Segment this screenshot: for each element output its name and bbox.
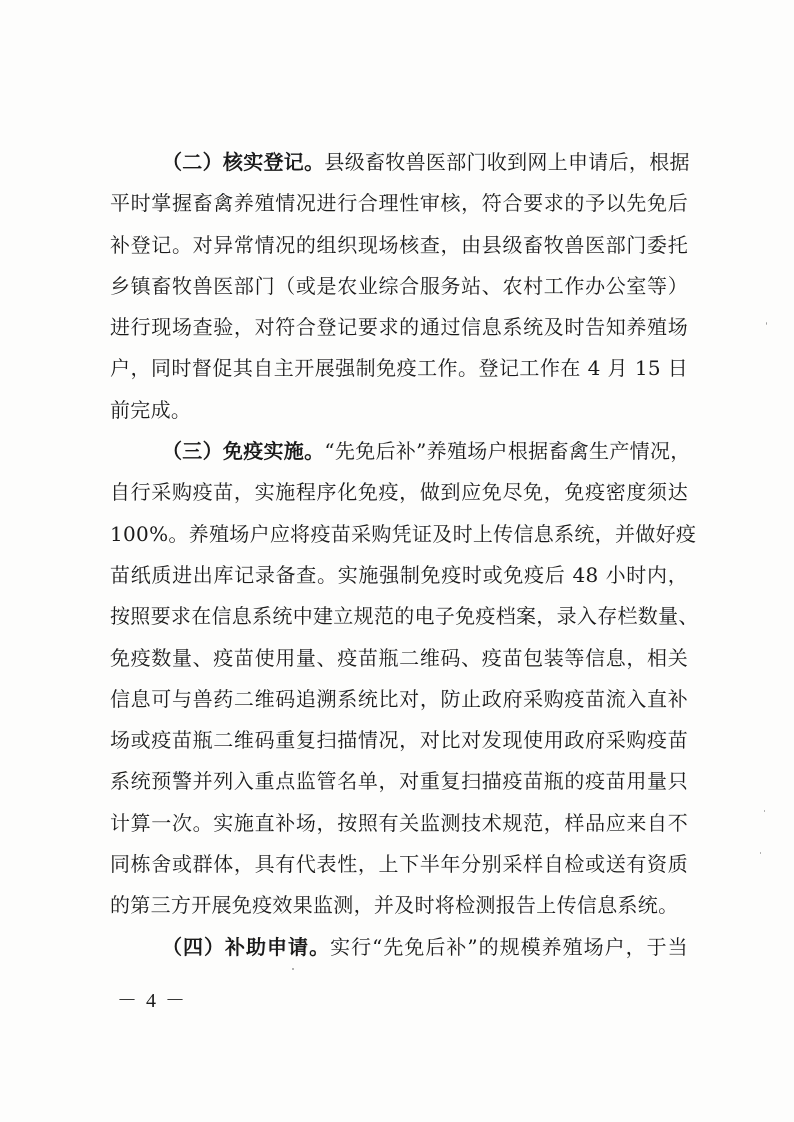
paragraph-3-line-1 [110,431,691,472]
paragraph-2-line-1 [110,142,688,183]
scan-speck [766,322,767,325]
section-heading-3: （三）免疫实施。 [162,439,325,464]
paragraph-3-line-2: 自行采购疫苗，实施程序化免疫，做到应免尽免，免疫密度须达 [110,480,688,505]
scan-speck [292,968,294,970]
paragraph-2-line-3: 补登记。对异常情况的组织现场核查，由县级畜牧兽医部门委托 [110,232,688,257]
paragraph-2-line-5: 进行现场查验，对符合登记要求的通过信息系统及时告知养殖场 [110,315,688,340]
section-heading-4: （四）补助申请。 [162,934,331,959]
paragraph-3-line-10: 计算一次。实施直补场，按照有关监测技术规范，样品应来自不 [110,810,688,835]
page-number: － 4 － [117,990,187,1012]
paragraph-3-line-8: 场或疫苗瓶二维码重复扫描情况，对比对发现使用政府采购疫苗 [110,728,688,753]
paragraph-2-line-7: 前完成。 [110,397,192,422]
document-body [110,142,699,968]
scan-speck [760,852,761,854]
paragraph-3-line-3: 100%。养殖场户应将疫苗采购凭证及时上传信息系统，并做好疫 [110,521,697,546]
paragraph-3-line-5: 按照要求在信息系统中建立规范的电子免疫档案，录入存栏数量、 [110,604,699,629]
scan-speck [764,810,765,812]
paragraph-3-line-6: 免疫数量、疫苗使用量、疫苗瓶二维码、疫苗包装等信息，相关 [110,645,688,670]
paragraph-2-line-6: 户，同时督促其自主开展强制免疫工作。登记工作在 4 月 15 日 [110,356,688,381]
paragraph-3-line-9: 系统预警并列入重点监管名单，对重复扫描疫苗瓶的疫苗用量只 [110,769,688,794]
paragraph-text: “先免后补”养殖场户根据畜禽生产情况， [324,439,691,464]
paragraph-4-line-1 [110,927,688,968]
section-heading-2: （二）核实登记。 [162,150,325,174]
paragraph-2-line-2: 平时掌握畜禽养殖情况进行合理性审核，符合要求的予以先免后 [110,191,688,216]
paragraph-3-line-11: 同栋舍或群体，具有代表性，上下半年分别采样自检或送有资质 [110,852,688,877]
paragraph-text: 县级畜牧兽医部门收到网上申请后，根据 [324,150,690,174]
paragraph-2-line-4: 乡镇畜牧兽医部门（或是农业综合服务站、农村工作办公室等） [110,273,688,298]
paragraph-3-line-7: 信息可与兽药二维码追溯系统比对，防止政府采购疫苗流入直补 [110,686,688,711]
paragraph-3-line-4: 苗纸质进出库记录备查。实施强制免疫时或免疫后 48 小时内， [110,562,688,587]
paragraph-3-line-12: 的第三方开展免疫效果监测，并及时将检测报告上传信息系统。 [110,893,679,918]
paragraph-text: 实行“先免后补”的规模养殖场户，于当 [330,934,688,959]
